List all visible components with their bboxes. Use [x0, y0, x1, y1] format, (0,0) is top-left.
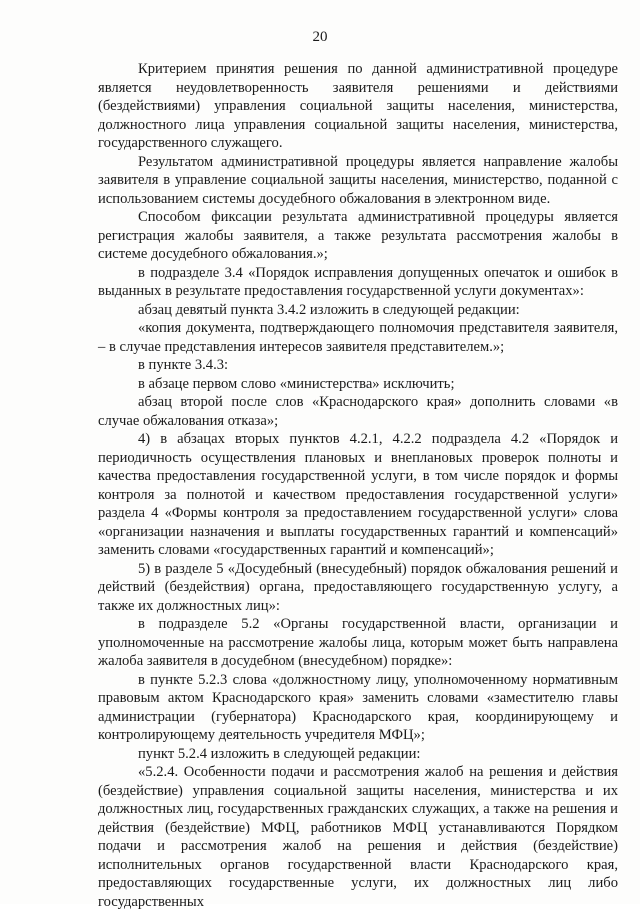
paragraph-14: пункт 5.2.4 изложить в следующей редакции:: [138, 745, 421, 762]
paragraph-12: в подразделе 5.2 «Органы государственной власти, организации и уполномоченные на рассмотрение жалобы лица, которым может быть направлена жалоба заявителя в досудебном (внесудебном) порядке»:: [98, 616, 618, 669]
paragraph-7: в пункте 3.4.3:: [138, 357, 229, 373]
paragraph-5: абзац девятый пункта 3.4.2 изложить в следующей редакции:: [138, 301, 520, 318]
paragraph-1: Критерием принятия решения по данной административной процедуре является неудовлетворенность заявителя решениями и действиями (бездействиями) управления социальной защиты населения, министерства, должностного лица управления социальной защиты населения, министерства, государственного служащего.: [98, 61, 618, 151]
paragraph-10: 4) в абзацах вторых пунктов 4.2.1, 4.2.2 подраздела 4.2 «Порядок и периодичность осуществления плановых и внеплановых проверок полноты и качества предоставления государственной услуги, в том числе порядок и формы контроля за полнотой и качеством предоставления государственной услуги» раздела 4 «Формы контроля за предоставлением государственной услуги» слова «организации назначения и выплаты государственных гарантий и компенсаций» заменить словами «государственных гарантий и компенсаций»;: [98, 431, 618, 558]
paragraph-15: «5.2.4. Особенности подачи и рассмотрения жалоб на решения и действия (бездействие) управления социальной защиты населения, министерства и их должностных лиц, государственных гражданских служащих, а также на решения и действия (бездействие) МФЦ, работников МФЦ устанавливаются Порядком подачи и рассмотрения жалоб на решения и действия (бездействие) исполнительных органов государственной власти Краснодарского края, предоставляющих государственные услуги, их должностных лиц либо государственных: [98, 764, 618, 910]
paragraph-6: «копия документа, подтверждающего полномочия представителя заявителя, – в случае представления интересов заявителя представителем.»;: [98, 320, 618, 355]
paragraph-11: 5) в разделе 5 «Досудебный (внесудебный) порядок обжалования решений и действий (бездействия) органа, предоставляющего государственную услугу, а также их должностных лиц»:: [98, 560, 618, 614]
page-number: 20: [312, 29, 328, 45]
paragraph-2: Результатом административной процедуры является направление жалобы заявителя в управление социальной защиты населения, министерство, поданной с использованием системы досудебного обжалования в электронном виде.: [98, 153, 618, 207]
paragraph-4: в подразделе 3.4 «Порядок исправления допущенных опечаток и ошибок в выданных в результате предоставления государственной услуги документах»:: [98, 264, 618, 299]
paragraph-3: Способом фиксации результата административной процедуры является регистрация жалобы заявителя, а также результата рассмотрения жалобы в системе досудебного обжалования.»;: [98, 209, 618, 262]
paragraph-9: абзац второй после слов «Краснодарского края» дополнить словами «в случае обжалования отказа»;: [98, 394, 618, 429]
paragraph-13: в пункте 5.2.3 слова «должностному лицу, уполномоченному нормативным правовым актом Краснодарского края» заменить словами «заместителю главы администрации (губернатора) Краснодарского края, координирующему и контролирующему деятельность учредителя МФЦ»;: [98, 671, 618, 743]
paragraph-8: в абзаце первом слово «министерства» исключить;: [138, 375, 455, 392]
document-body: [98, 60, 618, 911]
